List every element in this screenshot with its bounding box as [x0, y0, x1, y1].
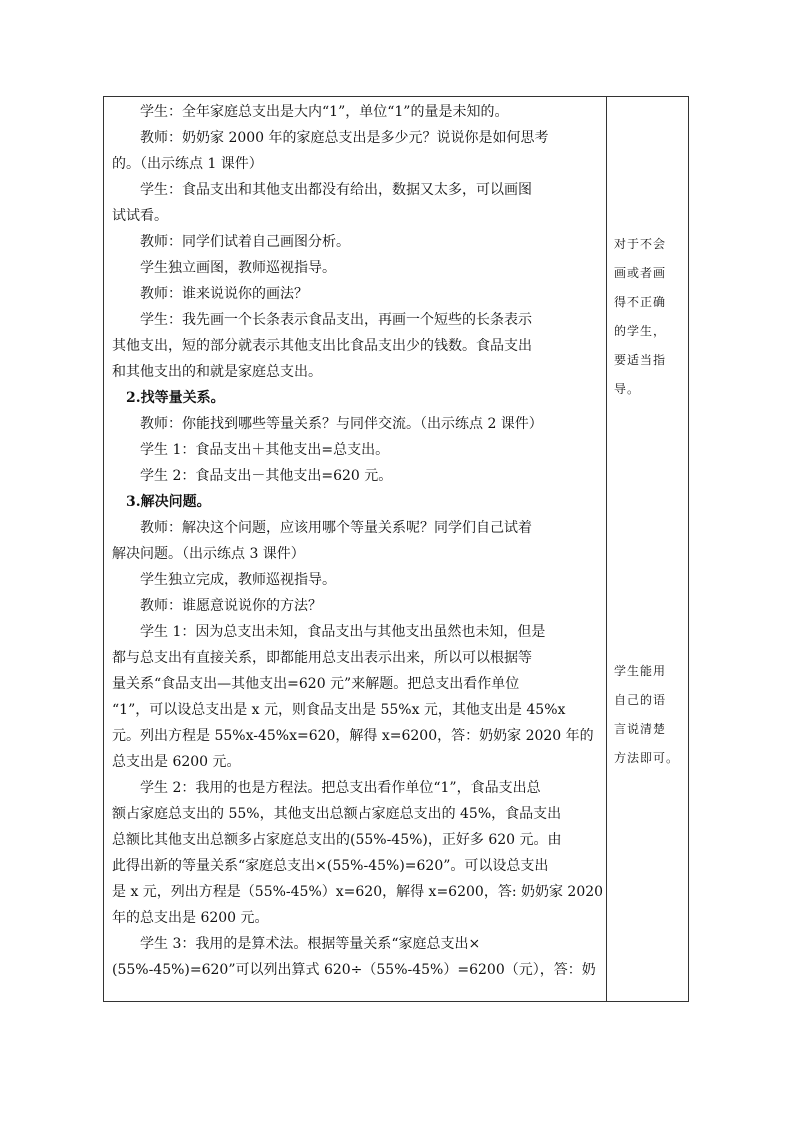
- text-line: 额占家庭总支出的 55%，其他支出总额占家庭总支出的 45%，食品支出: [112, 806, 562, 822]
- text-line: 学生：食品支出和其他支出都没有给出，数据又太多，可以画图: [140, 182, 532, 198]
- text-line: 学生独立画图，教师巡视指导。: [140, 260, 336, 276]
- note-line: 导。: [614, 382, 641, 396]
- text-line: 量关系“食品支出—其他支出=620 元”来解题。把总支出看作单位: [112, 676, 520, 692]
- text-line: 教师：解决这个问题，应该用哪个等量关系呢？同学们自己试着: [140, 520, 532, 536]
- text-line: 学生 3：我用的是算术法。根据等量关系“家庭总支出×: [140, 936, 481, 952]
- text-line: 都与总支出有直接关系，即都能用总支出表示出来，所以可以根据等: [112, 650, 532, 666]
- text-line: 学生 1：食品支出＋其他支出=总支出。: [140, 442, 390, 458]
- text-line: 教师：谁愿意说说你的方法？: [140, 598, 322, 614]
- note-line: 得不正确: [614, 295, 667, 309]
- text-line: 学生：我先画一个长条表示食品支出，再画一个短些的长条表示: [140, 312, 532, 328]
- note-line: 的学生，: [614, 324, 667, 338]
- text-line: 学生 2：食品支出－其他支出=620 元。: [140, 468, 393, 484]
- text-line: 教师：同学们试着自己画图分析。: [140, 234, 350, 250]
- text-line: 此得出新的等量关系“家庭总支出×(55%-45%)=620”。可以设总支出: [112, 858, 549, 874]
- text-line: 元。列出方程是 55%x-45%x=620，解得 x=6200，答：奶奶家 2020 年的: [112, 728, 594, 744]
- text-line: 是 x 元，列出方程是（55%-45%）x=620，解得 x=6200，答: 奶奶家 2020: [112, 884, 604, 900]
- text-line: 试试看。: [112, 208, 168, 224]
- text-line: 教师：奶奶家 2000 年的家庭总支出是多少元？说说你是如何思考: [140, 130, 549, 146]
- section-heading: 3.解决问题。: [126, 494, 211, 510]
- column-divider: [606, 97, 607, 1001]
- text-line: “1”，可以设总支出是 x 元，则食品支出是 55%x 元，其他支出是 45%x: [112, 702, 566, 718]
- note-line: 言说清楚: [614, 722, 667, 736]
- text-line: (55%-45%)=620”可以列出算式 620÷（55%-45%）=6200（元），答：奶: [112, 962, 596, 978]
- text-line: 解决问题。（出示练点 3 课件）: [112, 546, 305, 562]
- note-line: 学生能用: [614, 664, 667, 678]
- text-line: 学生：全年家庭总支出是大内“1”，单位“1”的量是未知的。: [140, 104, 509, 120]
- text-line: 其他支出，短的部分就表示其他支出比食品支出少的钱数。食品支出: [112, 338, 532, 354]
- text-line: 学生 2：我用的也是方程法。把总支出看作单位“1”，食品支出总: [140, 780, 541, 796]
- note-line: 要适当指: [614, 353, 667, 367]
- text-line: 总额比其他支出总额多占家庭总支出的(55%-45%)，正好多 620 元。由: [112, 832, 562, 848]
- note-line: 方法即可。: [614, 751, 680, 765]
- text-line: 总支出是 6200 元。: [112, 754, 241, 770]
- note-line: 自己的语: [614, 693, 667, 707]
- note-line: 画或者画: [614, 266, 667, 280]
- text-line: 和其他支出的和就是家庭总支出。: [112, 364, 322, 380]
- section-heading: 2.找等量关系。: [126, 390, 225, 406]
- text-line: 的。（出示练点 1 课件）: [112, 156, 263, 172]
- lesson-content: [112, 99, 604, 983]
- note-line: 对于不会: [614, 237, 667, 251]
- text-line: 学生独立完成，教师巡视指导。: [140, 572, 336, 588]
- teaching-note-method: [614, 657, 686, 773]
- text-line: 年的总支出是 6200 元。: [112, 910, 269, 926]
- text-line: 教师：谁来说说你的画法？: [140, 286, 308, 302]
- text-line: 教师：你能找到哪些等量关系？与同伴交流。（出示练点 2 课件）: [140, 416, 543, 432]
- text-line: 学生 1：因为总支出未知，食品支出与其他支出虽然也未知，但是: [140, 624, 546, 640]
- teaching-note-drawing: [614, 230, 686, 404]
- lesson-table: [103, 96, 689, 1002]
